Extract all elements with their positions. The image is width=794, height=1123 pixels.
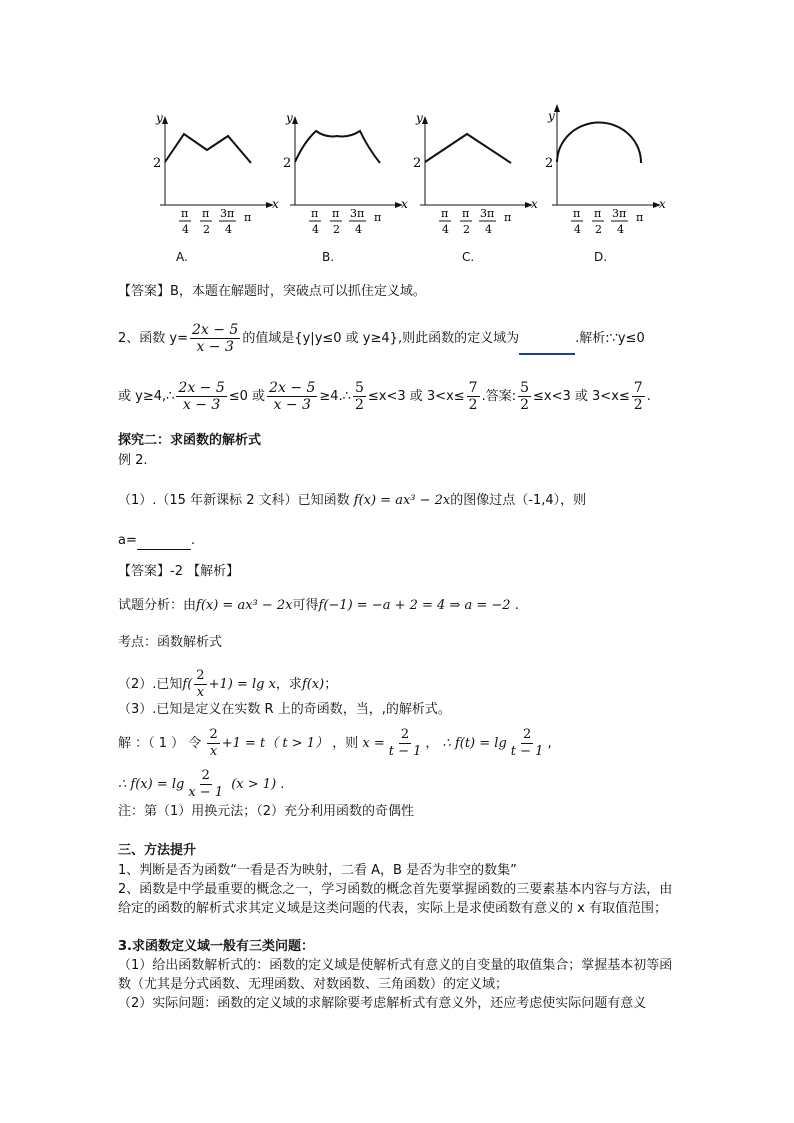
graph-b-x-label: x xyxy=(401,197,408,211)
svg-text:π: π xyxy=(311,207,319,220)
svg-text:4: 4 xyxy=(485,223,492,236)
graph-c-x-label: x xyxy=(531,197,538,211)
svg-text:4: 4 xyxy=(225,223,232,236)
section3-title: 三、方法提升 xyxy=(118,843,197,858)
q2-line1: 2、函数 y= $\frac{2x - 5}{x - 3}$ 的值域是{y|y≤0 或 y≥4},则此函数的定义域为 .解析:∵y≤0 xyxy=(118,322,645,355)
svg-text:2: 2 xyxy=(595,223,602,236)
solution-note: 注：第（1）用换元法；（2）充分利用函数的奇偶性 xyxy=(118,804,415,819)
ex2-part1-line2: a= . xyxy=(118,533,195,548)
graph-d-y-label: y xyxy=(548,109,555,123)
solution-line1: 解 ：（ 1 ） 令 $\frac{2}{x}$ +1 = t（ t > 1） ，则 x = $\frac{2}{t - 1}$ ， ∴ f(t) = lg $\frac{2}{t - 1}$ , xyxy=(118,727,552,759)
option-b-label: B. xyxy=(322,250,335,264)
example-2: 例 2. xyxy=(118,453,148,468)
option-a-label: A. xyxy=(176,250,188,264)
graph-d xyxy=(545,104,666,211)
svg-text:π: π xyxy=(441,207,449,220)
svg-text:2: 2 xyxy=(333,223,340,236)
method-1: 1、判断是否为函数“一看是否为映射，二看 A，B 是否为非空的数集” xyxy=(118,863,517,878)
graph-b xyxy=(283,111,408,211)
graph-a-x-label: x xyxy=(272,197,279,211)
graph-a-y-label: y xyxy=(156,111,163,125)
method-3: 3.求函数定义域一般有三类问题： xyxy=(118,939,314,954)
ex2-answer: 【答案】-2 【解析】 xyxy=(118,564,240,579)
svg-text:4: 4 xyxy=(355,223,362,236)
ex2-part3: （3）.已知是定义在实数 R 上的奇函数，当，,的解析式。 xyxy=(118,702,451,717)
graph-d-x-label: x xyxy=(659,197,666,211)
svg-text:3π: 3π xyxy=(480,207,495,220)
option-c-label: C. xyxy=(462,250,475,264)
svg-text:4: 4 xyxy=(312,223,319,236)
kaodian: 考点：函数解析式 xyxy=(118,635,223,650)
svg-text:π: π xyxy=(573,207,581,220)
svg-text:π: π xyxy=(181,207,189,220)
q2-answer-blank[interactable] xyxy=(519,339,575,355)
svg-text:3π: 3π xyxy=(350,207,365,220)
svg-text:π: π xyxy=(244,211,252,224)
q2-line2: 或 y≥4,∴ $\frac{2x - 5}{x - 3}$ ≤0 或 $\frac{2x - 5}{x - 3}$ ≥4.∴ $\frac{5}{2}$ ≤x<3 或 3<x≤ $\frac{7}{2}$ .答案: $\frac{5}{2}$ ≤x<3 或 3<x≤ $\frac{7}{2}$ . xyxy=(118,380,651,413)
svg-text:π: π xyxy=(462,207,470,220)
ex2-part2: （2）.已知f( $\frac{2}{x}$ +1) = lg x，求f(x)； xyxy=(118,668,338,700)
method-3-1: （1）给出函数解析式的：函数的定义域是使解析式有意义的自变量的取值集合；掌握基本初等函数（尤其是分式函数、无理函数、对数函数、三角函数）的定义域； xyxy=(118,958,673,992)
svg-text:π: π xyxy=(504,211,512,224)
svg-text:2: 2 xyxy=(463,223,470,236)
graph-b-y-label: y xyxy=(286,111,293,125)
svg-text:π: π xyxy=(636,211,644,224)
method-2: 2、函数是中学最重要的概念之一，学习函数的概念首先要掌握函数的三要素基本内容与方法，由给定的函数的解析式求其定义域是这类问题的代表，实际上是求使函数有意义的 x 有取值范围； xyxy=(118,882,673,916)
svg-text:π: π xyxy=(594,207,602,220)
svg-text:4: 4 xyxy=(442,223,449,236)
method-3-2: （2）实际问题：函数的定义域的求解除要考虑解析式有意义外，还应考虑使实际问题有意义 xyxy=(118,996,647,1011)
ex2-part1: （1）.（15 年新课标 2 文科）已知函数 f(x) = ax³ − 2x的图像过点（-1,4），则 xyxy=(118,493,587,508)
svg-text:2: 2 xyxy=(203,223,210,236)
graph-a-y-tick: 2 xyxy=(153,156,162,171)
svg-text:3π: 3π xyxy=(220,207,235,220)
ex2-answer-blank[interactable] xyxy=(137,535,191,550)
svg-text:π: π xyxy=(332,207,340,220)
ex2-analysis: 试题分析：由f(x) = ax³ − 2x可得f(−1) = −a + 2 = 4 ⇒ a = −2 . xyxy=(118,598,519,613)
svg-text:π: π xyxy=(202,207,210,220)
graph-c-y-label: y xyxy=(416,111,423,125)
graph-options xyxy=(0,0,794,250)
graph-d-y-tick: 2 xyxy=(545,156,554,171)
graph-a xyxy=(153,111,279,211)
svg-text:π: π xyxy=(374,211,382,224)
tick-labels xyxy=(179,207,643,236)
svg-text:4: 4 xyxy=(617,223,624,236)
option-d-label: D. xyxy=(594,250,608,264)
section2-title: 探究二：求函数的解析式 xyxy=(118,433,262,448)
svg-text:4: 4 xyxy=(182,223,189,236)
svg-text:4: 4 xyxy=(574,223,581,236)
graph-c-y-tick: 2 xyxy=(413,156,422,171)
graph-c xyxy=(413,111,538,211)
solution-result: ∴ f(x) = lg $\frac{2}{x - 1}$ (x > 1) . xyxy=(118,768,285,800)
svg-text:3π: 3π xyxy=(612,207,627,220)
graph-b-y-tick: 2 xyxy=(283,156,292,171)
q1-answer: 【答案】B，本题在解题时，突破点可以抓住定义域。 xyxy=(118,284,426,299)
